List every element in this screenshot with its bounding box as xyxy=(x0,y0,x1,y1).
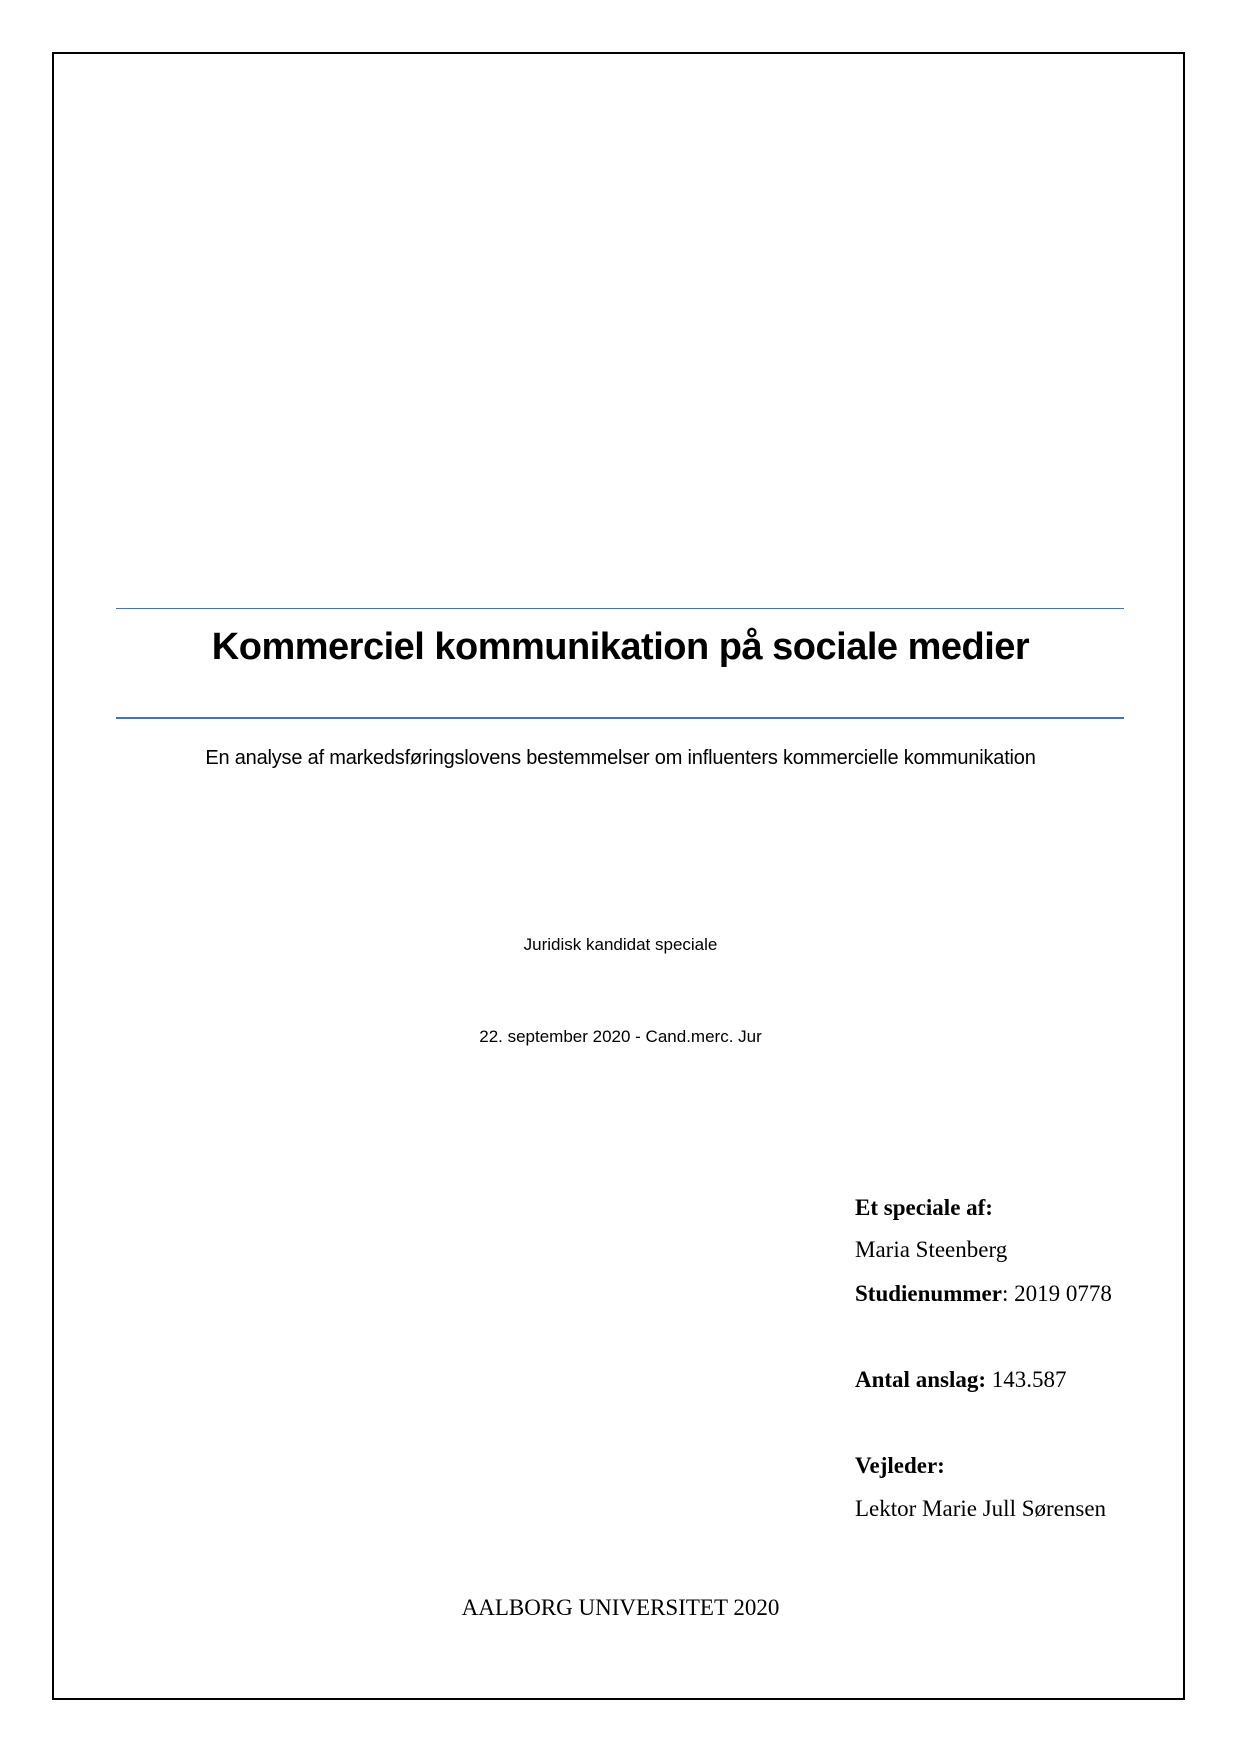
student-number-label: Studienummer xyxy=(855,1281,1002,1306)
title-rule-top xyxy=(116,608,1124,609)
student-number-value: 2019 0778 xyxy=(1014,1281,1112,1306)
supervisor-name: Lektor Marie Jull Sørensen xyxy=(855,1496,1107,1521)
supervisor-label xyxy=(855,1453,945,1479)
date-line: 22. september 2020 - Cand.merc. Jur xyxy=(479,1027,762,1046)
document-title: Kommerciel kommunikation på sociale medier xyxy=(211,626,1030,668)
page-border xyxy=(52,52,1185,1700)
university-line: AALBORG UNIVERSITET 2020 xyxy=(461,1595,780,1620)
char-count xyxy=(855,1367,1067,1393)
student-number xyxy=(855,1281,1112,1307)
char-count-value: 143.587 xyxy=(986,1367,1067,1392)
title-rule-bottom xyxy=(116,717,1124,719)
supervisor-label-text: Vejleder: xyxy=(855,1453,945,1478)
student-number-sep: : xyxy=(1001,1281,1015,1306)
thesis-type: Juridisk kandidat speciale xyxy=(523,935,718,954)
document-subtitle: En analyse af markedsføringslovens bestemmelser om influenters kommercielle kommunikation xyxy=(205,747,1036,769)
char-count-label: Antal anslag: xyxy=(855,1367,986,1392)
author-by-label xyxy=(855,1195,993,1221)
author-name: Maria Steenberg xyxy=(855,1237,1008,1262)
by-label: Et speciale af: xyxy=(855,1195,993,1220)
